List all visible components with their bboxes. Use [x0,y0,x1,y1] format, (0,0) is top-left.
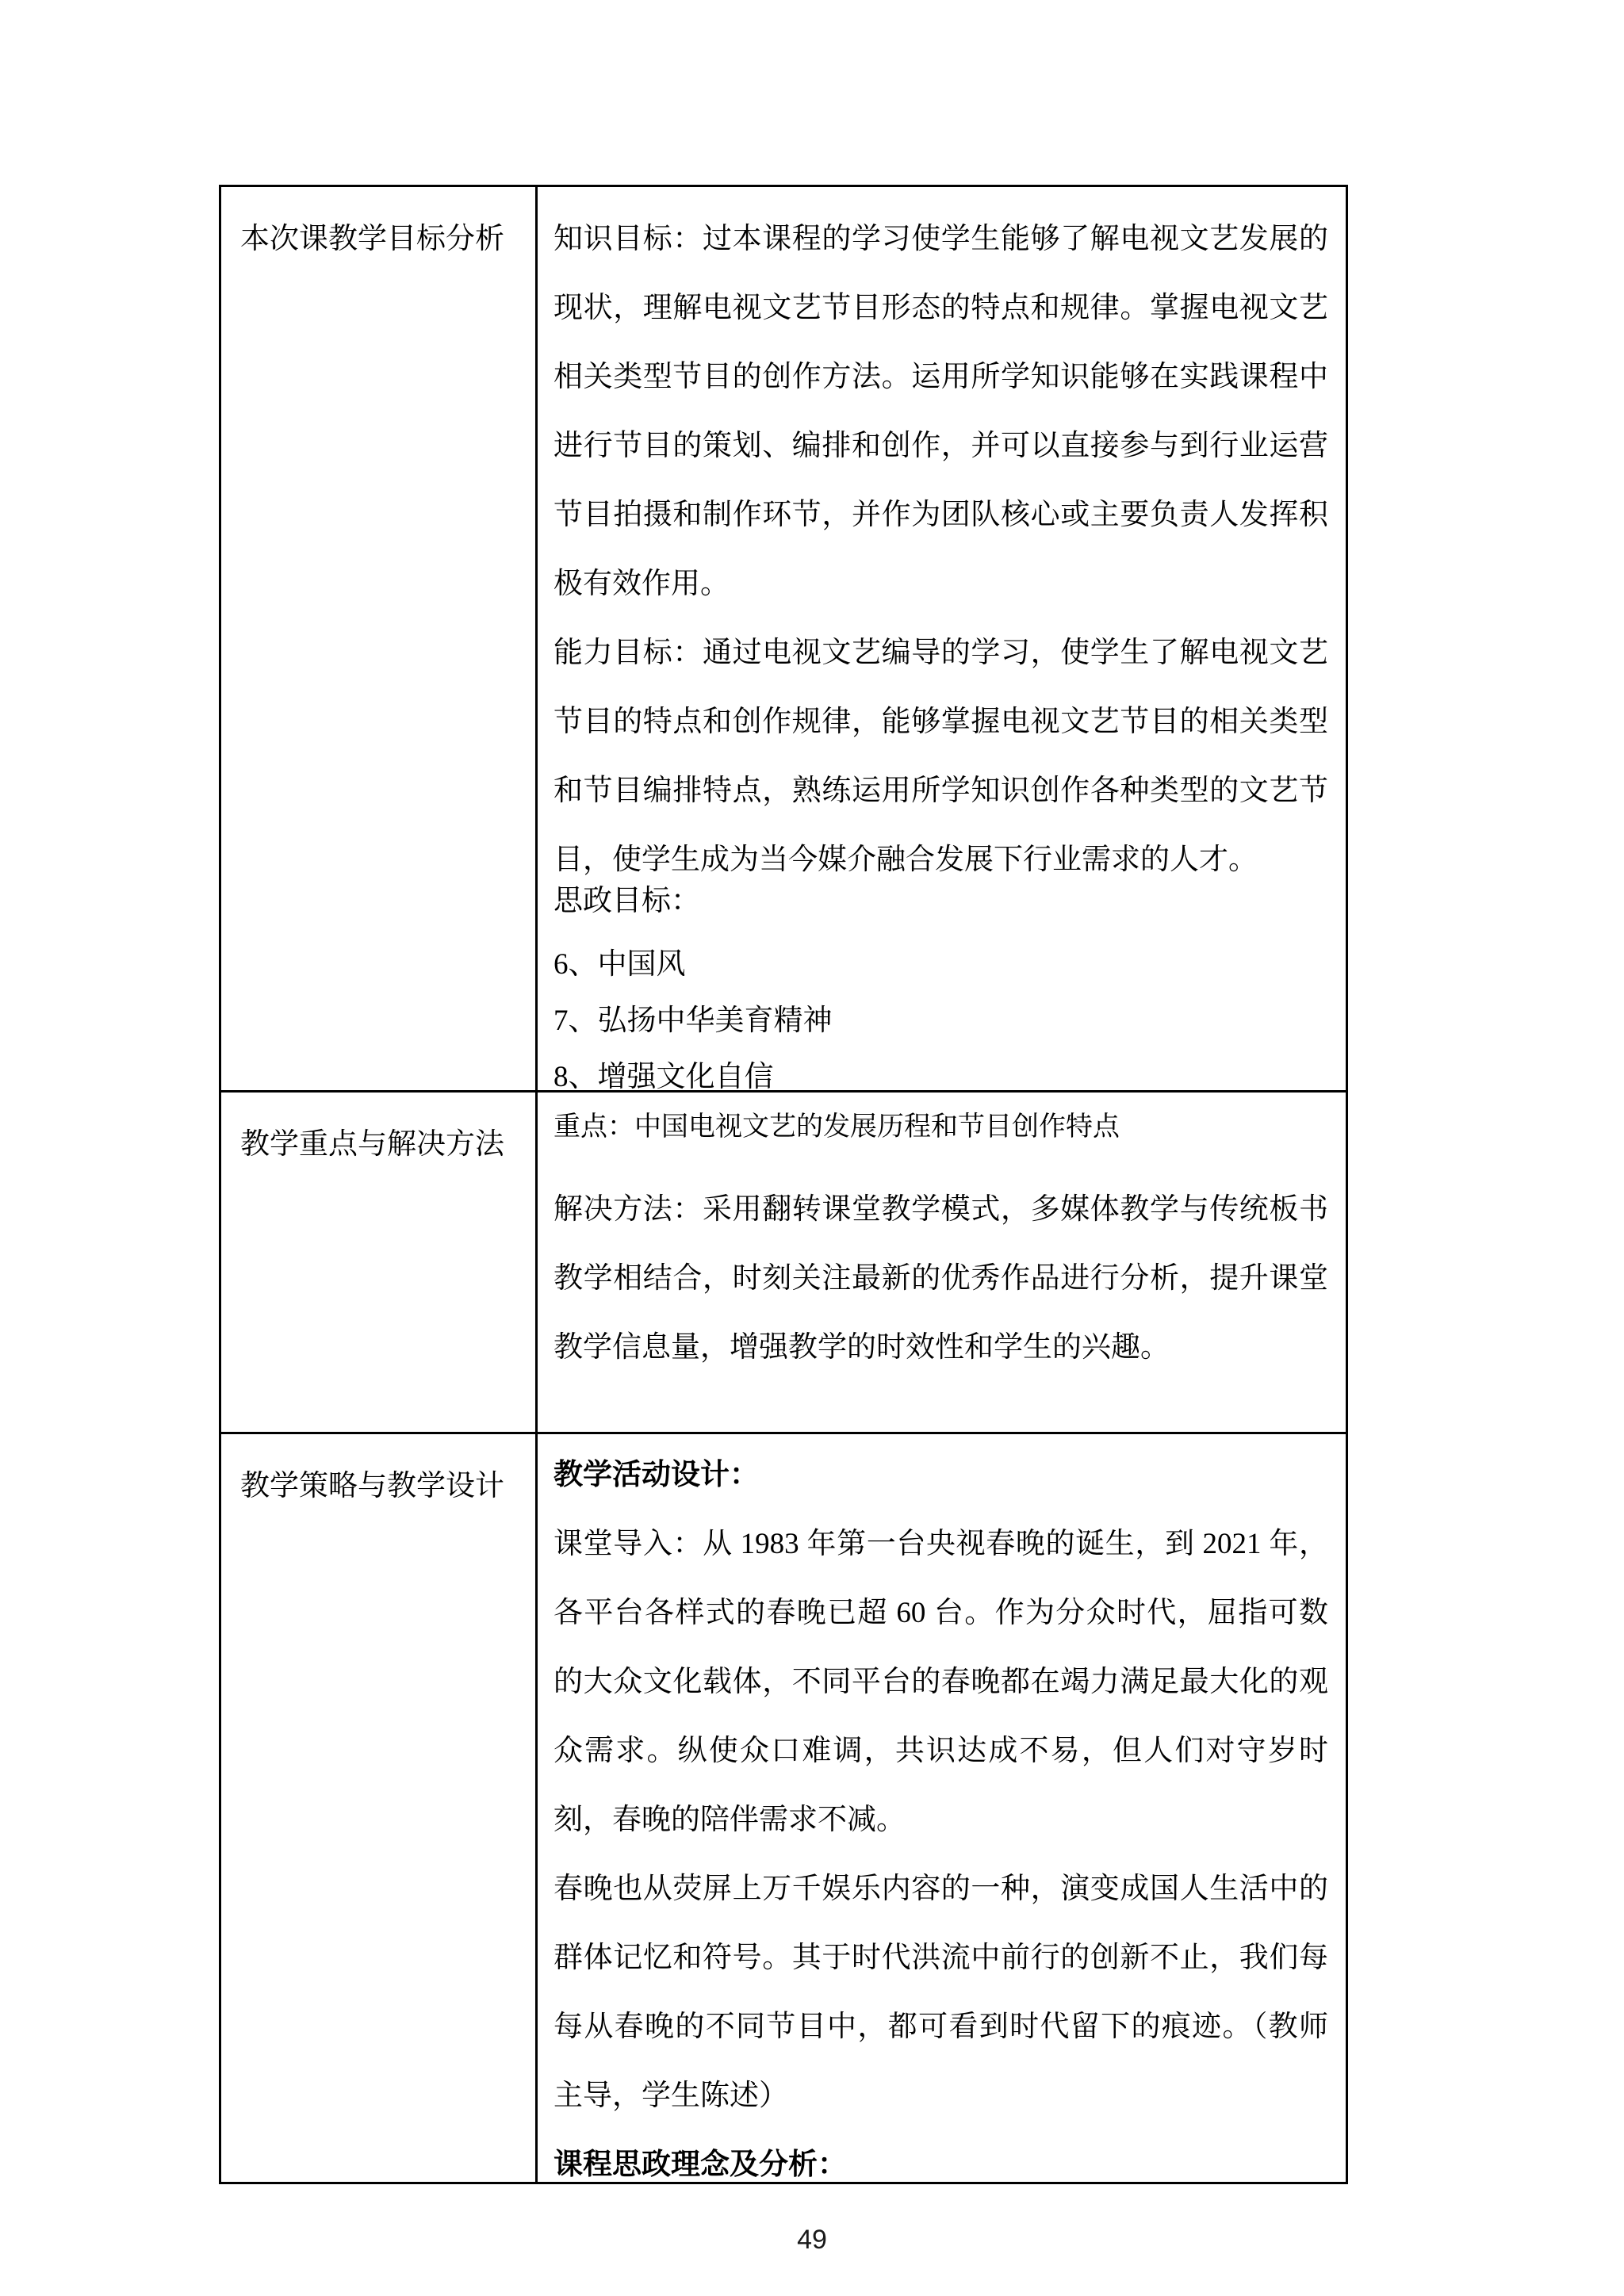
row2-header-label: 教学重点与解决方法 [240,1128,504,1161]
evolution-paragraph: 春晚也从荧屏上万千娱乐内容的一种，演变成国人生活中的群体记忆和符号。其于时代洪流中前行的创新不止，我们每每从春晚的不同节目中，都可看到时代留下的痕迹。（教师主导，学生陈述） [553,1873,1328,2112]
row2-content-cell [538,1093,1346,1434]
activity-design-heading: 教学活动设计： [553,1459,759,1491]
solution-paragraph: 解决方法：采用翻转课堂教学模式，多媒体教学与传统板书教学相结合，时刻关注最新的优秀作品进行分析，提升课堂教学信息量，增强教学的时效性和学生的兴趣。 [553,1193,1328,1364]
row3-header-label: 教学策略与教学设计 [240,1470,504,1502]
ideology-item-8: 8、增强文化自信 [553,1061,774,1093]
row1-content-cell [538,187,1346,1093]
lesson-plan-table [219,185,1348,2184]
page-number: 49 [797,2225,827,2255]
row1-header-label: 本次课教学目标分析 [240,223,504,255]
key-point-line: 重点：中国电视文艺的发展历程和节目创作特点 [553,1112,1120,1142]
knowledge-goal-paragraph: 知识目标：过本课程的学习使学生能够了解电视文艺发展的现状，理解电视文艺节目形态的特点和规律。掌握电视文艺相关类型节目的创作方法。运用所学知识能够在实践课程中进行节目的策划、编排和创作，并可以直接参与到行业运营节目拍摄和制作环节，并作为团队核心或主要负责人发挥积极有效作用。 [553,223,1328,600]
lead-in-paragraph: 课堂导入：从 1983 年第一台央视春晚的诞生，到 2021 年，各平台各样式的春晚已超 60 台。作为分众时代，屈指可数的大众文化载体，不同平台的春晚都在竭力满足最大化的观众需求。纵使众口难调，共识达成不易，但人们对守岁时刻，春晚的陪伴需求不减。 [553,1528,1328,1836]
course-ideology-heading: 课程思政理念及分析： [553,2149,847,2181]
ideology-goal-label: 思政目标： [553,885,700,917]
ideology-item-6: 6、中国风 [553,948,686,981]
row1-header-cell [221,187,538,1093]
row3-content-cell [538,1434,1346,2182]
ideology-item-7: 7、弘扬中华美育精神 [553,1004,833,1037]
row2-header-cell [221,1093,538,1434]
ability-goal-paragraph: 能力目标：通过电视文艺编导的学习，使学生了解电视文艺节目的特点和创作规律，能够掌握电视文艺节目的相关类型和节目编排特点，熟练运用所学知识创作各种类型的文艺节目，使学生成为当今媒介融合发展下行业需求的人才。 [553,637,1328,876]
row3-header-cell [221,1434,538,2182]
